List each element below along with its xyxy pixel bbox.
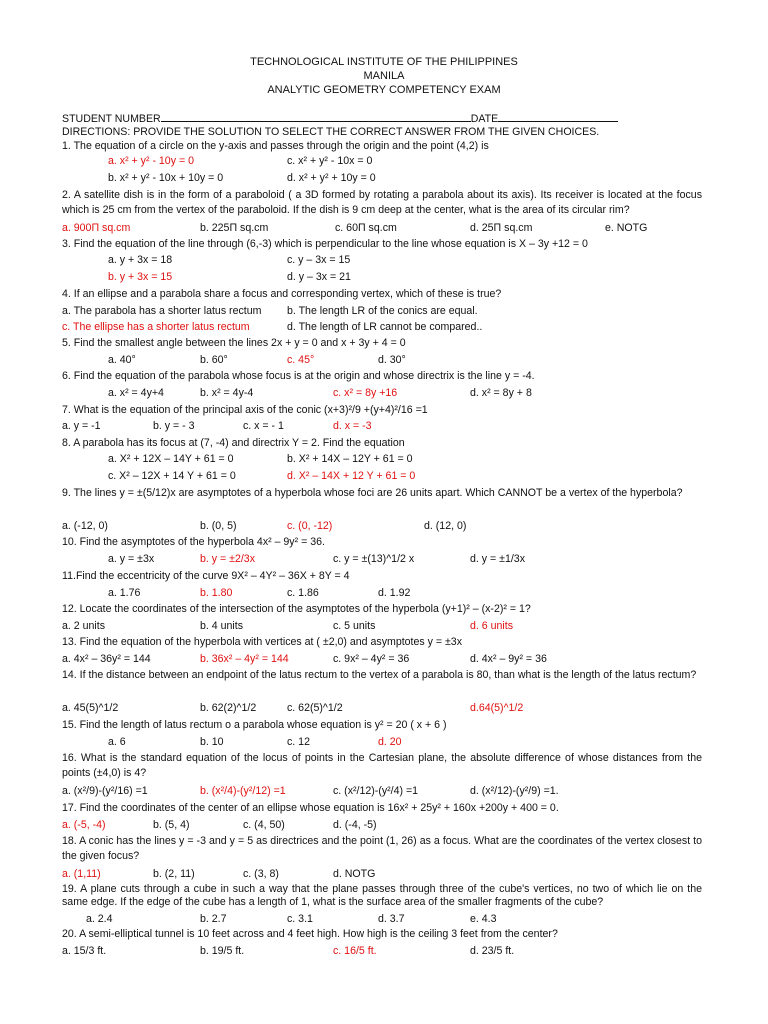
- q7-option-a: a. y = -1: [62, 420, 101, 432]
- q1-option-a: a. x² + y² - 10y = 0: [108, 155, 194, 167]
- q18-option-a: a. (1,11): [62, 868, 101, 880]
- q6-option-b: b. x² = 4y-4: [200, 387, 254, 399]
- q20-option-d: d. 23/5 ft.: [470, 945, 515, 957]
- q12-option-c: c. 5 units: [333, 620, 376, 632]
- date-label: DATE: [470, 113, 499, 125]
- q7-option-b: b. y = - 3: [153, 420, 195, 432]
- q7-option-d: d. x = -3: [333, 420, 372, 432]
- exam-title: ANALYTIC GEOMETRY COMPETENCY EXAM: [267, 84, 501, 96]
- q1-option-b: b. x² + y² - 10x + 10y = 0: [108, 172, 224, 184]
- q16-option-b: b. (x²/4)-(y²/12) =1: [200, 785, 286, 797]
- q15-option-c: c. 12: [287, 736, 310, 748]
- q17-option-c: c. (4, 50): [243, 819, 285, 831]
- q3-option-c: c. y – 3x = 15: [287, 254, 351, 266]
- question-3: 3. Find the equation of the line through (6,-3) which is perpendicular to the line whose equation is X – 3y +12 = 0: [62, 238, 588, 250]
- q12-option-a: a. 2 units: [62, 620, 105, 632]
- question-12: 12. Locate the coordinates of the intersection of the asymptotes of the hyperbola (y+1)² – (x-2)² = 1?: [62, 603, 531, 615]
- question-4: 4. If an ellipse and a parabola share a focus and corresponding vertex, which of these is true?: [62, 288, 502, 300]
- q13-option-a: a. 4x² – 36y² = 144: [62, 653, 151, 665]
- q13-option-c: c. 9x² – 4y² = 36: [333, 653, 410, 665]
- q14-option-c: c. 62(5)^1/2: [287, 702, 343, 714]
- student-number-label: STUDENT NUMBER: [62, 113, 161, 125]
- q9-option-b: b. (0, 5): [200, 520, 237, 532]
- q14-option-a: a. 45(5)^1/2: [62, 702, 119, 714]
- question-15: 15. Find the length of latus rectum o a parabola whose equation is y² = 20 ( x + 6 ): [62, 719, 447, 731]
- question-13: 13. Find the equation of the hyperbola with vertices at ( ±2,0) and asymptotes y = ±3x: [62, 636, 462, 648]
- q6-option-d: d. x² = 8y + 8: [470, 387, 532, 399]
- q1-option-c: c. x² + y² - 10x = 0: [287, 155, 373, 167]
- q19-option-b: b. 2.7: [200, 913, 227, 925]
- q2-option-a: a. 900Π sq.cm: [62, 222, 131, 234]
- q4-option-b: b. The length LR of the conics are equal.: [287, 305, 478, 317]
- question-16: 16. What is the standard equation of the locus of points in the Cartesian plane, the absolute difference of whose distances from the points (±4,0) is 4?: [62, 752, 702, 779]
- question-10: 10. Find the asymptotes of the hyperbola 4x² – 9y² = 36.: [62, 536, 325, 548]
- q2-option-c: c. 60Π sq.cm: [335, 222, 397, 234]
- student-number-row: [62, 111, 618, 126]
- q9-option-a: a. (-12, 0): [62, 520, 108, 532]
- q15-option-d: d. 20: [378, 736, 402, 748]
- q4-option-d: d. The length of LR cannot be compared..: [287, 321, 483, 333]
- q8-option-a: a. X² + 12X – 14Y + 61 = 0: [108, 453, 234, 465]
- city-name: MANILA: [363, 70, 405, 82]
- q11-option-d: d. 1.92: [378, 587, 411, 599]
- q14-option-d: d.64(5)^1/2: [470, 702, 524, 714]
- q7-option-c: c. x = - 1: [243, 420, 284, 432]
- q11-option-c: c. 1.86: [287, 587, 319, 599]
- q15-option-a: a. 6: [108, 736, 126, 748]
- q5-option-d: d. 30°: [378, 354, 406, 366]
- question-8: 8. A parabola has its focus at (7, -4) and directrix Y = 2. Find the equation: [62, 437, 405, 449]
- q18-option-c: c. (3, 8): [243, 868, 279, 880]
- q2-option-d: d. 25Π sq.cm: [470, 222, 533, 234]
- question-11: 11.Find the eccentricity of the curve 9X² – 4Y² – 36X + 8Y = 4: [62, 570, 350, 582]
- q14-option-b: b. 62(2)^1/2: [200, 702, 257, 714]
- question-14: 14. If the distance between an endpoint of the latus rectum to the vertex of a parabola is 80, than what is the length of the latus rectum?: [62, 669, 697, 681]
- q19-option-e: e. 4.3: [470, 913, 497, 925]
- q16-option-c: c. (x²/12)-(y²/4) =1: [333, 785, 419, 797]
- q20-option-b: b. 19/5 ft.: [200, 945, 245, 957]
- directions: DIRECTIONS: PROVIDE THE SOLUTION TO SELECT THE CORRECT ANSWER FROM THE GIVEN CHOICES.: [62, 126, 600, 138]
- q10-option-a: a. y = ±3x: [108, 553, 155, 565]
- q10-option-d: d. y = ±1/3x: [470, 553, 525, 565]
- q16-option-d: d. (x²/12)-(y²/9) =1.: [470, 785, 559, 797]
- q19-option-d: d. 3.7: [378, 913, 405, 925]
- institution-name: TECHNOLOGICAL INSTITUTE OF THE PHILIPPINES: [250, 56, 518, 68]
- q12-option-d: d. 6 units: [470, 620, 513, 632]
- q9-option-c: c. (0, -12): [287, 520, 333, 532]
- q13-option-b: b. 36x² – 4y² = 144: [200, 653, 289, 665]
- q15-option-b: b. 10: [200, 736, 224, 748]
- question-5: 5. Find the smallest angle between the lines 2x + y = 0 and x + 3y + 4 = 0: [62, 337, 406, 349]
- q20-option-c: c. 16/5 ft.: [333, 945, 377, 957]
- q10-option-c: c. y = ±(13)^1/2 x: [333, 553, 415, 565]
- question-6: 6. Find the equation of the parabola whose focus is at the origin and whose directrix is the line y = -4.: [62, 370, 535, 382]
- q4-option-a: a. The parabola has a shorter latus rectum: [62, 305, 262, 317]
- q2-option-e: e. NOTG: [605, 222, 648, 234]
- q2-option-b: b. 225Π sq.cm: [200, 222, 269, 234]
- q9-option-d: d. (12, 0): [424, 520, 467, 532]
- q17-option-a: a. (-5, -4): [62, 819, 106, 831]
- q16-option-a: a. (x²/9)-(y²/16) =1: [62, 785, 148, 797]
- q11-option-a: a. 1.76: [108, 587, 141, 599]
- q12-option-b: b. 4 units: [200, 620, 243, 632]
- q4-option-c: c. The ellipse has a shorter latus rectum: [62, 321, 250, 333]
- q19-option-c: c. 3.1: [287, 913, 313, 925]
- q5-option-a: a. 40°: [108, 354, 136, 366]
- q8-option-c: c. X² – 12X + 14 Y + 61 = 0: [108, 470, 236, 482]
- q5-option-b: b. 60°: [200, 354, 228, 366]
- q10-option-b: b. y = ±2/3x: [200, 553, 255, 565]
- q8-option-d: d. X² – 14X + 12 Y + 61 = 0: [287, 470, 416, 482]
- question-18: 18. A conic has the lines y = -3 and y = 5 as directrices and the point (1, 26) as a focus. What are the coordinates of the vertex closest to the given focus?: [62, 835, 702, 862]
- question-20: 20. A semi-elliptical tunnel is 10 feet across and 4 feet high. How high is the ceiling 3 feet from the center?: [62, 928, 558, 940]
- student-number-field[interactable]: [161, 111, 471, 122]
- q6-option-c: c. x² = 8y +16: [333, 387, 398, 399]
- question-1: 1. The equation of a circle on the y-axis and passes through the origin and the point (4,2) is: [62, 140, 489, 152]
- q5-option-c: c. 45°: [287, 354, 315, 366]
- q18-option-d: d. NOTG: [333, 868, 376, 880]
- q8-option-b: b. X² + 14X – 12Y + 61 = 0: [287, 453, 413, 465]
- question-2: 2. A satellite dish is in the form of a paraboloid ( a 3D formed by rotating a parabola about its axis). Its receiver is located at the focus which is 25 cm from the vertex of the paraboloid. If the dish is 9 cm deep at the center, what is the area of its circular rim?: [62, 189, 702, 216]
- question-7: 7. What is the equation of the principal axis of the conic (x+3)²/9 +(y+4)²/16 =1: [62, 404, 428, 416]
- date-field[interactable]: [498, 111, 618, 122]
- q1-option-d: d. x² + y² + 10y = 0: [287, 172, 376, 184]
- q19-option-a: a. 2.4: [86, 913, 113, 925]
- question-9: 9. The lines y = ±(5/12)x are asymptotes of a hyperbola whose foci are 26 units apart. Which CANNOT be a vertex of the hyperbola?: [62, 487, 683, 499]
- q3-option-a: a. y + 3x = 18: [108, 254, 173, 266]
- q6-option-a: a. x² = 4y+4: [108, 387, 164, 399]
- q17-option-d: d. (-4, -5): [333, 819, 377, 831]
- q18-option-b: b. (2, 11): [153, 868, 195, 880]
- q17-option-b: b. (5, 4): [153, 819, 190, 831]
- question-17: 17. Find the coordinates of the center of an ellipse whose equation is 16x² + 25y² + 160x +200y + 400 = 0.: [62, 802, 559, 814]
- question-19: 19. A plane cuts through a cube in such a way that the plane passes through three of the cube's vertices, no two of which lie on the same edge. If the edge of the cube has a length of 1, what is the surface area of the smaller fragments of the cube?: [62, 883, 702, 908]
- q20-option-a: a. 15/3 ft.: [62, 945, 107, 957]
- q3-option-d: d. y – 3x = 21: [287, 271, 351, 283]
- q11-option-b: b. 1.80: [200, 587, 233, 599]
- q13-option-d: d. 4x² – 9y² = 36: [470, 653, 547, 665]
- q3-option-b: b. y + 3x = 15: [108, 271, 173, 283]
